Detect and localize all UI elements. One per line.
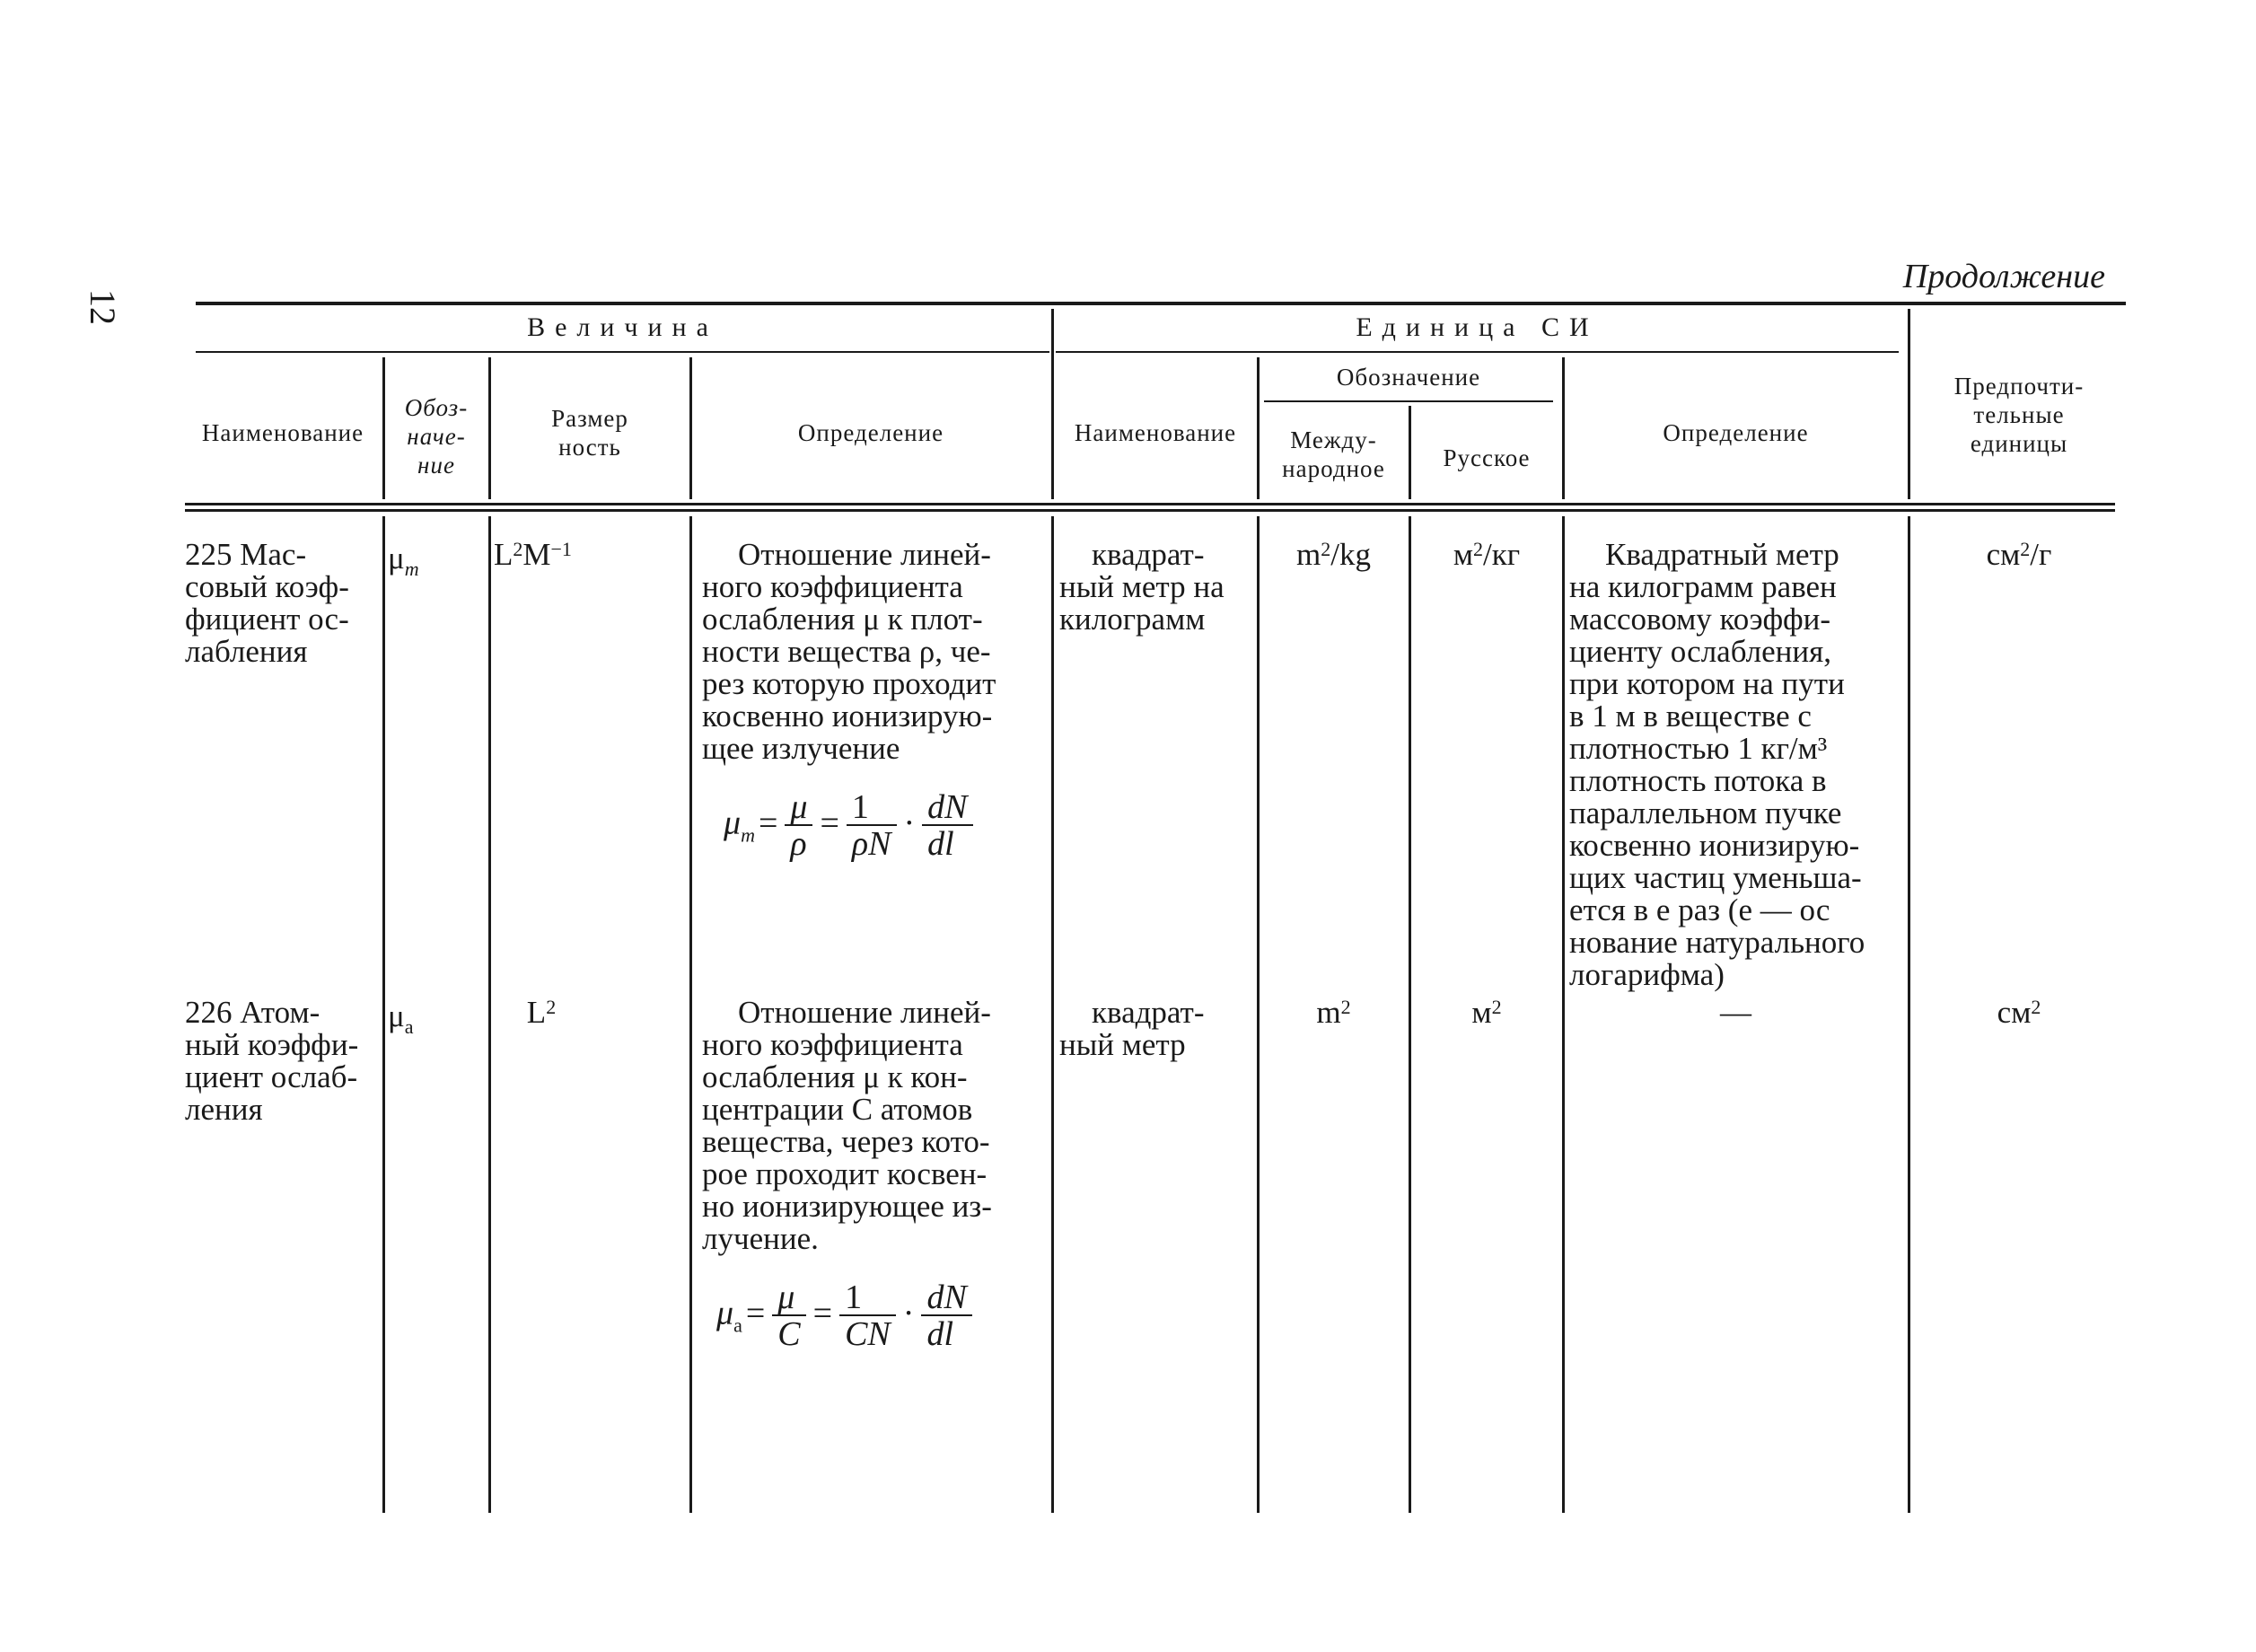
header-divider xyxy=(382,357,385,499)
unit-international-header: Между- народное xyxy=(1282,426,1385,482)
header-bottom-rule-1 xyxy=(185,503,2115,505)
header-bottom-rule-2 xyxy=(185,509,2115,512)
unit-international-cell: $m^2/kg$ xyxy=(1296,537,1371,572)
preferred-unit-cell: $см^2$ xyxy=(1997,995,2041,1030)
quantity-definition-cell: Отношение линей- ного коэффициента ослабления μ к плот- ности вещества ρ, че- рез которую проходит косвенно ионизирую- щее излучение $\mu_m$ = $\frac{\mu}{\rho}$ = $\frac{1}{\rho N}$ · $\frac{dN}{dl}$ xyxy=(702,539,1043,862)
table-top-rule xyxy=(196,302,2126,305)
designation-group-header: Обозначение xyxy=(1336,364,1481,391)
unit-definition-header: Определение xyxy=(1663,419,1809,446)
header-divider xyxy=(488,357,491,499)
quantity-name-cell: 226 Атом- ный коэффи- циент ослаб- ления xyxy=(185,995,359,1127)
header-divider xyxy=(689,357,692,499)
page-number: 12 xyxy=(83,289,123,325)
quantity-definition-cell: Отношение линей- ного коэффициента ослабления μ к кон- центрации C атомов вещества, через кото- рое проходит косвен- но ионизирующее из- лучение. $\mu_a$ = $\frac{\mu}{C}$ = $\frac{1}{CN}$ · $\frac{dN}{dl}$ xyxy=(702,997,1043,1352)
unit-name-cell: квадрат- ный метр на килограмм xyxy=(1059,537,1225,637)
si-unit-group-header: Единица СИ xyxy=(1356,312,1599,342)
column-divider xyxy=(488,516,491,1513)
header-divider xyxy=(1562,357,1565,499)
quantity-name-header: Наименование xyxy=(201,419,364,446)
column-divider xyxy=(382,516,385,1513)
column-divider xyxy=(1051,516,1054,1513)
column-divider xyxy=(689,516,692,1513)
unit-international-cell: $m^2$ xyxy=(1316,995,1351,1030)
quantity-symbol-cell: $\mu_a$ xyxy=(388,998,414,1038)
quantity-name-cell: 225 Мас- совый коэф- фициент ос- лабления xyxy=(185,537,349,669)
unit-russian-header: Русское xyxy=(1443,444,1531,471)
column-divider xyxy=(1409,516,1411,1513)
unit-definition-cell: Квадратный метр на килограмм равен массовому коэффи- циенту ослабления, при котором на пути в 1 м в веществе с плотностью 1 кг/м³ плотность потока в параллельном пучке косвенно ионизирую- щих частиц уменьша- ется в е раз (е — ос нование натурального логарифма) xyxy=(1569,537,1865,992)
column-divider xyxy=(1562,516,1565,1513)
preferred-unit-cell: $см^2/г$ xyxy=(1986,537,2052,572)
unit-definition-dash: — xyxy=(1720,995,1751,1030)
header-divider xyxy=(1051,309,1054,499)
continuation-label: Продолжение xyxy=(1902,258,2105,295)
quantity-group-header: Величина xyxy=(527,312,718,342)
designation-group-rule xyxy=(1264,400,1553,402)
quantity-dimension-cell: $L^2$ xyxy=(526,995,557,1030)
attenuation-formula: $\mu_m$ = $\frac{\mu}{\rho}$ = $\frac{1}{\rho N}$ · $\frac{dN}{dl}$ xyxy=(702,790,1043,862)
preferred-units-header: Предпочти- тельные единицы xyxy=(1953,373,2085,457)
column-divider xyxy=(1257,516,1260,1513)
si-group-rule xyxy=(1056,351,1899,353)
quantity-symbol-header: Обоз- наче- ние xyxy=(404,394,469,479)
quantity-definition-header: Определение xyxy=(797,419,944,446)
unit-name-header: Наименование xyxy=(1074,419,1237,446)
unit-russian-cell: $м^2$ xyxy=(1471,995,1502,1030)
quantity-dimension-cell: $L^2M^{-1}$ xyxy=(494,537,572,572)
unit-russian-cell: $м^2/кг$ xyxy=(1453,537,1521,572)
attenuation-formula: $\mu_a$ = $\frac{\mu}{C}$ = $\frac{1}{CN}$ · $\frac{dN}{dl}$ xyxy=(702,1280,1043,1352)
header-divider xyxy=(1257,357,1260,499)
quantity-symbol-cell: $\mu_m$ xyxy=(388,540,419,580)
unit-name-cell: квадрат- ный метр xyxy=(1059,995,1205,1062)
header-divider xyxy=(1908,309,1910,499)
quantity-group-rule xyxy=(196,351,1049,353)
header-divider xyxy=(1409,406,1411,499)
quantity-dimension-header: Размер ность xyxy=(551,405,628,461)
column-divider xyxy=(1908,516,1910,1513)
